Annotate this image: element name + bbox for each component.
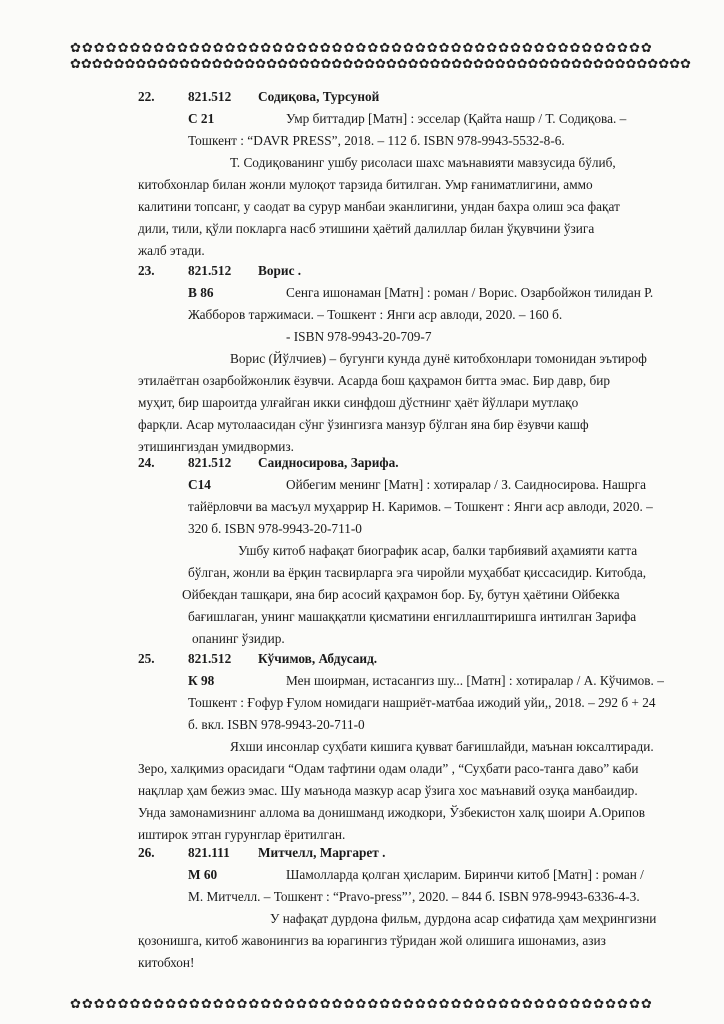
imprint-line: б. вкл. ISBN 978-9943-20-711-0 [188,717,365,732]
ornamental-border-top: ✿✿✿✿✿✿✿✿✿✿✿✿✿✿✿✿✿✿✿✿✿✿✿✿✿✿✿✿✿✿✿✿✿✿✿✿✿✿✿✿✿✿✿✿✿✿✿✿✿ [70,40,653,55]
imprint-line: Тошкент : “DAVR PRESS”, 2018. – 112 б. ISBN 978-9943-5532-8-6. [188,133,565,148]
annotation-line: фарқли. Асар мутолаасидан сўнг ўзингизга манзур бўлган яна бир ёзувчи кашф [138,417,589,432]
cutter-code: С 21 [188,111,215,126]
annotation-line: У нафақат дурдона фильм, дурдона асар сифатида ҳам меҳрингизни [270,911,657,926]
entry-title-line [138,282,710,304]
entry-heading [138,260,710,282]
imprint-line: тайёрловчи ва масъул муҳаррир Н. Каримов. – Тошкент : Янги аср авлоди, 2020. – [188,499,653,514]
entry-heading [138,452,710,474]
catalog-entry [138,842,710,974]
annotation-line: жалб этади. [138,243,205,258]
entry-imprint [138,304,710,348]
entry-annotation [138,152,710,262]
udc-code: 821.512 [188,263,232,278]
annotation-line: иштирок этган гурунглар ёритилган. [138,827,346,842]
annotation-line: бағишлаган, унинг машаққатли қисматини енгиллаштиришга интилган Зарифа [188,609,637,624]
imprint-line: Тошкент : Ғофур Ғулом номидаги нашриёт-матбаа ижодий уйи,, 2018. – 292 б + 24 [188,695,656,710]
catalog-entry [138,86,710,262]
annotation-line: опанинг ўзидир. [192,631,285,646]
entry-author: Митчелл, Маргарет . [258,845,386,860]
entry-author: Саидносирова, Зарифа. [258,455,399,470]
annotation-line: Т. Содиқованинг ушбу рисоласи шахс маънавияти мавзусида бўлиб, [230,155,616,170]
imprint-line: Жабборов таржимаси. – Тошкент : Янги аср авлоди, 2020. – 160 б. [188,307,563,322]
entry-annotation [138,348,710,458]
annotation-line: калитини топсанг, у саодат ва сурур манбаи эканлигини, ундан бахра олиш эса фақат [138,199,620,214]
annotation-line: бўлган, жонли ва ёрқин тасвирларга эга чиройли муҳаббат қиссасидир. Китобда, [188,565,647,580]
entry-imprint [138,886,710,908]
entry-title: Умр биттадир [Матн] : эсселар (Қайта нашр / Т. Содиқова. – [286,111,627,126]
annotation-line: китобхонлар билан жонли мулоқот тарзида битилган. Умр ғаниматлигини, аммо [138,177,593,192]
catalog-entry [138,452,710,650]
entry-author: Кўчимов, Абдусаид. [258,651,378,666]
entry-number: 23. [138,263,155,278]
entry-heading [138,86,710,108]
annotation-line: китобхон! [138,955,195,970]
entry-title: Шамолларда қолган ҳисларим. Биринчи китоб [Матн] : роман / [286,867,644,882]
ornamental-border-bottom: ✿✿✿✿✿✿✿✿✿✿✿✿✿✿✿✿✿✿✿✿✿✿✿✿✿✿✿✿✿✿✿✿✿✿✿✿✿✿✿✿✿✿✿✿✿✿✿✿✿ [70,996,653,1011]
entry-imprint [138,692,710,736]
ornamental-border-left: ✿✿✿✿✿✿✿✿✿✿✿✿✿✿✿✿✿✿✿✿✿✿✿✿✿✿✿✿✿✿✿✿✿✿✿✿✿✿✿✿✿✿✿✿✿✿✿✿✿✿✿✿✿✿✿✿✿ [70,56,691,71]
annotation-line: Зеро, халқимиз орасидаги “Одам тафтини одам олади” , “Суҳбати расо-танга даво” каби [138,761,639,776]
entry-author: Содиқова, Турсуной [258,89,380,104]
entry-imprint [138,496,710,540]
annotation-line: этишингиздан умидвормиз. [138,439,294,454]
annotation-line: қозонишга, китоб жавонингиз ва юрагингиз тўридан жой олишига ишонамиз, азиз [138,933,606,948]
entry-number: 24. [138,455,155,470]
entry-title-line [138,670,710,692]
entry-title: Мен шоирман, истасангиз шу... [Матн] : хотиралар / А. Кўчимов. – [286,673,664,688]
annotation-line: Ушбу китоб нафақат биографик асар, балки тарбиявий аҳамияти катта [238,543,638,558]
cutter-code: С14 [188,477,211,492]
catalog-entry [138,260,710,458]
annotation-line: муҳит, бир шароитда улғайган икки синфдош дўстнинг ҳаёт йўллари мутлақо [138,395,579,410]
entry-number: 26. [138,845,155,860]
imprint-line: М. Митчелл. – Тошкент : “Pravo-press”’, 2020. – 844 б. ISBN 978-9943-6336-4-3. [188,889,640,904]
cutter-code: М 60 [188,867,218,882]
entry-title-line [138,108,710,130]
entry-annotation [138,908,710,974]
annotation-line: Яхши инсонлар суҳбати кишига қувват бағишлайди, маънан юксалтиради. [230,739,654,754]
entry-heading [138,648,710,670]
udc-code: 821.512 [188,89,232,104]
entry-number: 22. [138,89,155,104]
entry-heading [138,842,710,864]
entry-author: Ворис . [258,263,302,278]
udc-code: 821.512 [188,455,232,470]
annotation-line: Ойбекдан ташқари, яна бир асосий қаҳрамон бор. Бу, бутун ҳаётини Ойбекка [182,587,620,602]
annotation-line: Унда замонамизнинг алломa ва донишманд ижодкори, Ўзбекистон халқ шоири А.Орипов [138,805,646,820]
udc-code: 821.111 [188,845,230,860]
imprint-line: 320 б. ISBN 978-9943-20-711-0 [188,521,362,536]
udc-code: 821.512 [188,651,232,666]
annotation-line: Ворис (Йўлчиев) – бугунги кунда дунё китобхонлари томонидан эътироф [230,351,647,366]
entry-title: Сенга ишонаман [Матн] : роман / Ворис. Озарбойжон тилидан Р. [286,285,654,300]
entry-title-line [138,474,710,496]
entry-title: Ойбегим менинг [Матн] : хотиралар / З. Саидносирова. Нашрга [286,477,646,492]
annotation-line: дили, тили, қўли покларга насб этишини ҳаётий далиллар билан ўқувчини ўзига [138,221,595,236]
entry-annotation [138,540,710,650]
entry-imprint [138,130,710,152]
annotation-line: этилаётган озарбойжонлик ёзувчи. Асарда бош қаҳрамон битта эмас. Бир давр, бир [138,373,611,388]
cutter-code: К 98 [188,673,215,688]
entry-title-line [138,864,710,886]
cutter-code: В 86 [188,285,214,300]
annotation-line: нақллар ҳам бежиз эмас. Шу маънода мазкур асар ўзига хос маънавий озуқа манбаидир. [138,783,638,798]
entry-annotation [138,736,710,846]
catalog-entry [138,648,710,846]
imprint-line: - ISBN 978-9943-20-709-7 [286,329,432,344]
entry-number: 25. [138,651,155,666]
